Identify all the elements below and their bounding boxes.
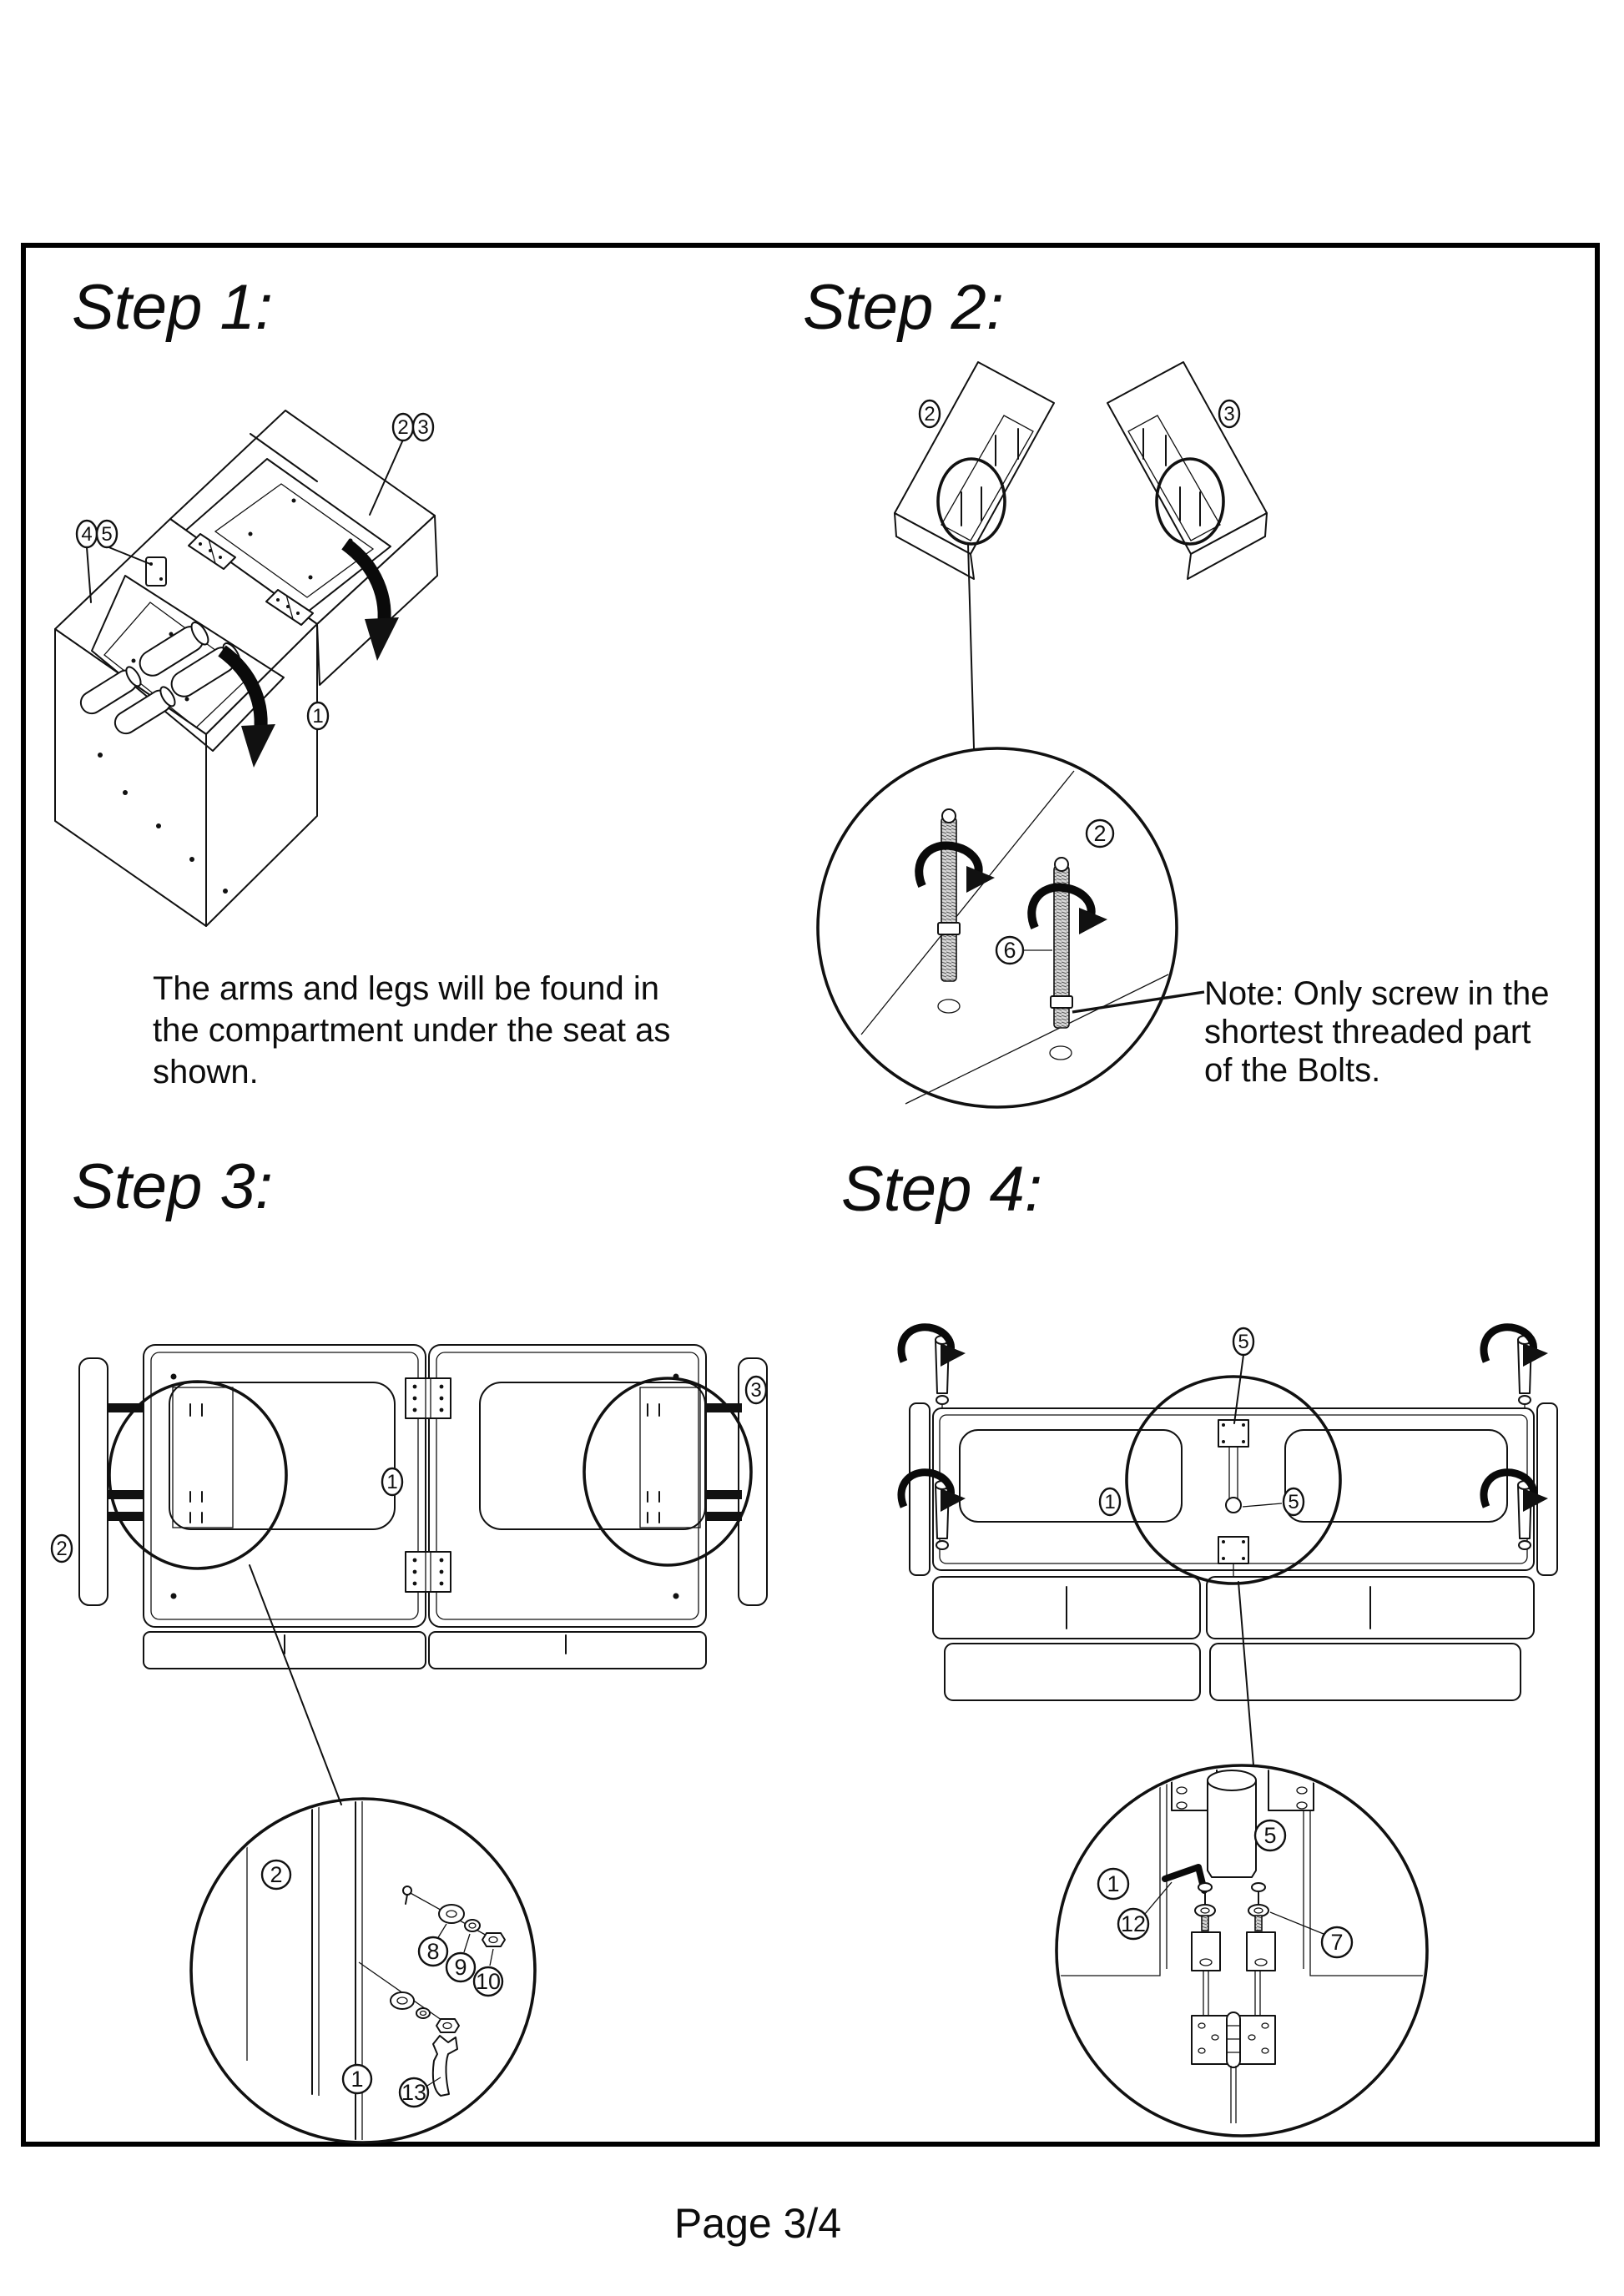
- callout-10: [474, 1967, 502, 1996]
- callout-1: [382, 1468, 402, 1495]
- page-number: Page 3/4: [673, 2200, 842, 2247]
- step-4-title: Step 4:: [841, 1154, 1042, 1225]
- callout-5: [1255, 1820, 1285, 1850]
- step-3-detail-view: [191, 1799, 535, 2142]
- screw-icon: [1248, 1883, 1268, 1931]
- svg-text:1: 1: [1107, 1871, 1120, 1896]
- svg-text:2: 2: [270, 1862, 283, 1887]
- rotation-arrow-icon: [1484, 1327, 1548, 1367]
- bracket: [1192, 1932, 1220, 1971]
- arm-panel-3: [1107, 362, 1267, 579]
- svg-text:1: 1: [1104, 1491, 1116, 1513]
- svg-text:3: 3: [417, 416, 429, 439]
- threaded-bolt-icon: [938, 809, 960, 981]
- note-line: shown.: [153, 1054, 259, 1090]
- callout-2: [920, 400, 940, 427]
- callout-13: [400, 2078, 428, 2107]
- cushion: [945, 1644, 1200, 1700]
- note-leader-line: [1072, 992, 1204, 1012]
- svg-text:2: 2: [924, 403, 936, 425]
- step-2-detail-view: [818, 748, 1204, 1107]
- callout-5: [1233, 1328, 1253, 1355]
- washer-icon: [391, 1992, 414, 2009]
- step-3-diagram: [33, 1302, 835, 2144]
- callout-7: [1322, 1927, 1352, 1957]
- hinge-icon: [406, 1552, 451, 1592]
- callout-8: [419, 1937, 447, 1966]
- callout-12: [1118, 1909, 1148, 1939]
- svg-text:3: 3: [1223, 403, 1235, 425]
- svg-text:1: 1: [386, 1471, 398, 1493]
- front-rail-right: [429, 1632, 706, 1669]
- svg-text:1: 1: [312, 705, 324, 728]
- svg-text:5: 5: [1288, 1491, 1299, 1513]
- step-1-title: Step 1:: [72, 272, 273, 343]
- arm-panel-left: [79, 1358, 108, 1605]
- callout-3: [746, 1377, 766, 1403]
- svg-text:13: 13: [401, 2080, 427, 2105]
- callout-1: [308, 702, 328, 729]
- magnifier-circle: [818, 748, 1177, 1107]
- svg-text:12: 12: [1120, 1911, 1147, 1936]
- callout-5: [1284, 1488, 1304, 1515]
- nut-icon: [436, 2019, 459, 2032]
- step-4-detail-view: [1057, 1762, 1427, 2136]
- callout-2: [52, 1535, 72, 1562]
- callout-2: [262, 1860, 290, 1889]
- hinge-icon: [1192, 2012, 1275, 2067]
- svg-text:3: 3: [750, 1379, 762, 1402]
- callout-3: [1219, 400, 1239, 427]
- step-4-diagram: [868, 1302, 1602, 2144]
- svg-text:9: 9: [454, 1955, 467, 1980]
- callout-5: [97, 521, 117, 547]
- washer-icon: [439, 1905, 464, 1923]
- callout-3: [413, 414, 433, 441]
- center-leg-cylinder: [1208, 1770, 1256, 1877]
- svg-text:1: 1: [351, 2067, 364, 2092]
- hinge-icon: [406, 1378, 451, 1418]
- svg-text:2: 2: [56, 1538, 68, 1560]
- note-line: shortest threaded part: [1204, 1014, 1531, 1050]
- panel-edge-line: [861, 771, 1074, 1035]
- spring-washer-icon: [416, 2008, 430, 2018]
- bolt-hole: [938, 999, 960, 1013]
- svg-text:8: 8: [426, 1939, 440, 1964]
- nut-icon: [482, 1933, 505, 1946]
- arm-side-right: [1537, 1403, 1557, 1575]
- callout-2: [393, 414, 413, 441]
- svg-text:5: 5: [1238, 1331, 1249, 1353]
- callout-6: [996, 937, 1023, 964]
- note-line: of the Bolts.: [1204, 1052, 1381, 1089]
- step-1-note: [153, 968, 670, 1093]
- bracket: [1247, 1932, 1275, 1971]
- callout-9: [446, 1953, 475, 1981]
- callout-1: [343, 2065, 371, 2093]
- threaded-bolt-icon: [1051, 858, 1072, 1028]
- step-2-title: Step 2:: [803, 272, 1004, 343]
- sofa-underside-view: [901, 1327, 1557, 1765]
- svg-text:10: 10: [475, 1969, 502, 1994]
- svg-text:6: 6: [1003, 938, 1016, 963]
- bolt-hole: [1050, 1046, 1072, 1060]
- bolt-icon: [258, 1911, 314, 1944]
- seat-top-view: [52, 1345, 767, 1805]
- svg-text:5: 5: [101, 523, 113, 546]
- callout-1: [1100, 1488, 1120, 1515]
- screw-icon: [1195, 1883, 1215, 1931]
- panel-edge-line: [905, 974, 1168, 1104]
- svg-text:2: 2: [1093, 821, 1107, 846]
- callout-4: [77, 521, 97, 547]
- arm-panel-2: [895, 362, 1054, 579]
- step-3-title: Step 3:: [72, 1151, 273, 1222]
- screw-icon: [403, 1886, 411, 1904]
- spring-washer-icon: [465, 1920, 480, 1931]
- note-line: Note: Only screw in the: [1204, 975, 1550, 1012]
- svg-text:2: 2: [397, 416, 409, 439]
- arm-side-left: [910, 1403, 930, 1575]
- step-2-diagram: [801, 334, 1586, 1118]
- cushion: [1210, 1644, 1521, 1700]
- wrench-icon: [433, 2036, 457, 2096]
- note-line: the compartment under the seat as: [153, 1012, 671, 1049]
- rotation-arrow-icon: [901, 1327, 966, 1367]
- callout-1: [1098, 1869, 1128, 1899]
- leader-line: [87, 547, 91, 602]
- step-1-diagram: [33, 384, 868, 951]
- callout-2: [1087, 820, 1113, 847]
- svg-text:4: 4: [81, 523, 93, 546]
- svg-text:5: 5: [1263, 1823, 1277, 1848]
- svg-text:7: 7: [1330, 1930, 1344, 1955]
- note-line: The arms and legs will be found in: [153, 970, 659, 1007]
- sofa-base-isometric: [55, 410, 437, 926]
